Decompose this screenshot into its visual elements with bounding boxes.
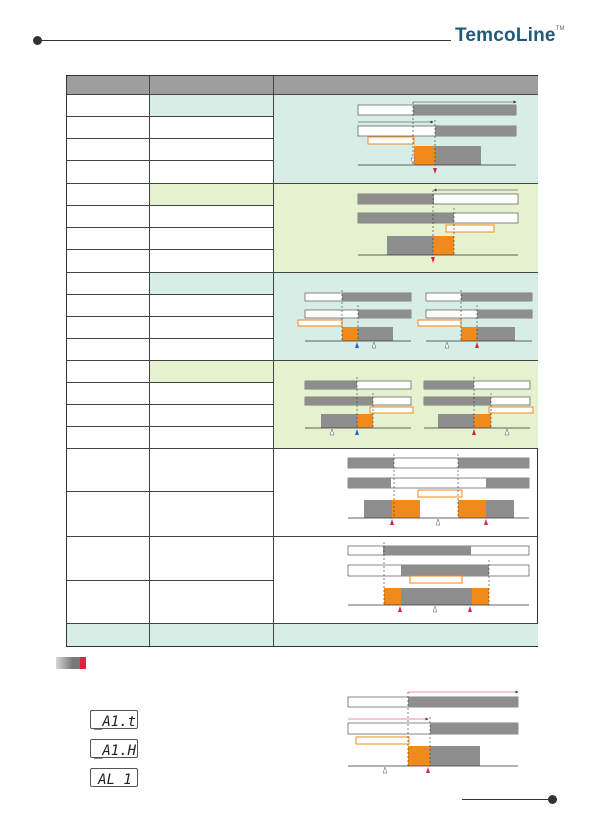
diagram-5	[348, 454, 529, 525]
diagram-example	[348, 692, 518, 773]
diagram-4b	[424, 377, 533, 435]
lcd-text	[91, 711, 139, 730]
lcd-display-a1t-icon	[90, 710, 138, 729]
brand-name: TemcoLine	[455, 25, 556, 46]
diagram-3a	[298, 290, 411, 348]
diagram-6	[348, 542, 529, 612]
footer-rule	[462, 799, 552, 800]
diagram-2	[358, 190, 518, 263]
lcd-al1-text: AL 1	[98, 772, 132, 788]
lcd-a1h-text: _A1.H	[93, 743, 137, 759]
brand-trademark: TM	[555, 26, 565, 32]
diagram-4a	[305, 377, 413, 435]
lcd-display-al1-icon	[90, 768, 138, 787]
footer-rule-dot	[548, 795, 557, 804]
section-marker-icon	[56, 657, 86, 669]
diagram-1	[358, 102, 516, 174]
lcd-text	[91, 769, 139, 788]
lcd-display-a1h-icon	[90, 739, 138, 758]
lcd-a1t-text: _A1.t	[93, 714, 137, 730]
diagram-3b	[418, 290, 532, 348]
lcd-text	[91, 740, 139, 759]
